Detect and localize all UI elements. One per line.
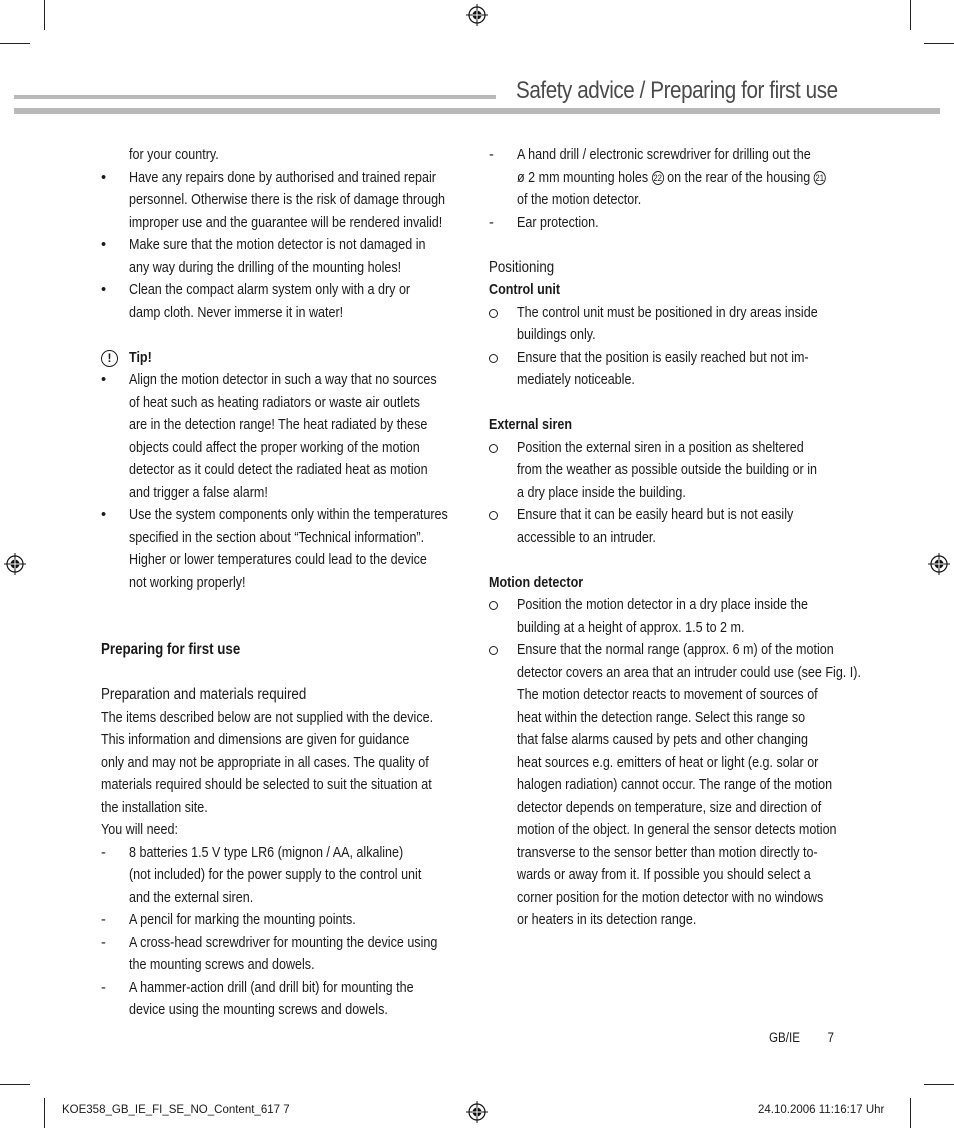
text-line: Ensure that it can be easily heard but is not easily <box>517 507 794 523</box>
text-line: of heat such as heating radiators or waste air outlets <box>129 394 420 411</box>
left-column <box>101 144 469 1022</box>
circle-list <box>489 594 861 932</box>
subsection-title: Preparation and materials required <box>101 686 307 703</box>
bullet-marker: • <box>101 169 107 186</box>
bullet-list <box>101 369 469 594</box>
bullet-marker: • <box>101 507 107 523</box>
paragraph <box>101 707 469 842</box>
text-line: building at a height of approx. 1.5 to 2 m. <box>517 619 745 636</box>
list-item <box>101 932 469 977</box>
text-line: any way during the drilling of the mounting holes! <box>129 259 402 276</box>
list-item <box>101 167 469 235</box>
text-line: are in the detection range! The heat radiated by these <box>129 417 428 433</box>
registration-mark-icon <box>466 4 488 26</box>
circle-bullet-icon <box>489 601 498 610</box>
text-line: or heaters in its detection range. <box>517 912 697 928</box>
registration-mark-icon <box>466 1101 488 1123</box>
text-line: transverse to the sensor better than motion directly to- <box>517 844 818 861</box>
list-item <box>101 842 469 910</box>
section-title: Preparing for first use <box>101 641 241 658</box>
text-line: Position the external siren in a position as sheltered <box>517 439 804 456</box>
text-line: not working properly! <box>129 574 246 591</box>
list-item <box>489 504 857 549</box>
text-line: Ensure that the position is easily reached but not im- <box>517 349 809 366</box>
list-item <box>101 504 469 594</box>
header-rule <box>14 108 940 114</box>
text-line: corner position for the motion detector with no windows <box>517 889 824 906</box>
text-line: A hammer-action drill (and drill bit) for mounting the <box>129 979 414 996</box>
registration-mark-icon <box>4 553 26 575</box>
dash-marker: - <box>101 934 106 951</box>
circle-bullet-icon <box>489 646 498 655</box>
list-item <box>101 977 469 1022</box>
page-title: Safety advice / Preparing for first use <box>516 77 838 104</box>
text-line: heat within the detection range. Select this range so <box>517 709 806 726</box>
text-line: and the external siren. <box>129 889 254 906</box>
text-line: specified in the section about “Technical information”. <box>129 529 425 546</box>
list-item <box>489 437 857 505</box>
list-item: - Ear protection. <box>489 214 599 231</box>
text-line: The motion detector reacts to movement of sources of <box>517 687 818 703</box>
text-line: materials required should be selected to suit the situation at <box>101 777 432 793</box>
right-column <box>489 144 861 932</box>
text-line: the installation site. <box>101 799 208 816</box>
crop-mark <box>910 1098 911 1128</box>
page-number: 7 <box>827 1030 834 1045</box>
group-title: Motion detector <box>489 574 584 591</box>
list-item: - A hand drill / electronic screwdriver for drilling out the ø 2 mm mounting holes 22 on the rear of the housing 21 of the motion detector. <box>489 147 825 208</box>
text-line: accessible to an intruder. <box>517 529 656 546</box>
text-line: You will need: <box>101 822 178 838</box>
text-line: Have any repairs done by authorised and trained repair <box>129 169 436 186</box>
reference-number: 22 <box>653 172 662 183</box>
text-line: objects could affect the proper working of the motion <box>129 439 420 456</box>
circle-list <box>489 437 857 550</box>
text-line: Ensure that the normal range (approx. 6 m) of the motion <box>517 642 834 658</box>
print-slug-timestamp: 24.10.2006 11:16:17 Uhr <box>758 1104 885 1116</box>
text-line: A pencil for marking the mounting points. <box>129 912 356 928</box>
text-line: that false alarms caused by pets and other changing <box>517 732 808 748</box>
text-line: The items described below are not supplied with the device. <box>101 709 434 726</box>
circle-bullet-icon <box>489 444 498 453</box>
list-item <box>101 909 469 932</box>
list-item <box>101 234 469 279</box>
group-title: External siren <box>489 417 573 433</box>
text-line: detector depends on temperature, size and direction of <box>517 799 822 816</box>
text-line: buildings only. <box>517 327 596 343</box>
tip-heading: ! Tip! <box>101 347 469 370</box>
crop-mark <box>924 43 954 44</box>
dash-list <box>101 842 469 1022</box>
text-line: detector covers an area that an intruder could use (see Fig. I). <box>517 664 861 681</box>
circle-bullet-icon <box>489 354 498 363</box>
list-item <box>101 369 469 504</box>
header-rule <box>14 95 496 99</box>
bullet-marker: • <box>101 282 107 298</box>
crop-mark <box>44 1098 45 1128</box>
list-item <box>101 279 469 324</box>
text-line: motion of the object. In general the sensor detects motion <box>517 822 837 838</box>
crop-mark <box>924 1084 954 1085</box>
text-line: mediately noticeable. <box>517 372 635 388</box>
text-line: the mounting screws and dowels. <box>129 957 315 973</box>
group-title: Control unit <box>489 282 561 298</box>
text-line: Align the motion detector in such a way that no sources <box>129 372 437 388</box>
list-item <box>489 347 857 392</box>
list-item <box>489 302 857 347</box>
text-line: from the weather as possible outside the building or in <box>517 462 818 478</box>
text-line: detector as it could detect the radiated heat as motion <box>129 462 428 478</box>
print-slug-file: KOE358_GB_IE_FI_SE_NO_Content_617 7 <box>62 1104 290 1116</box>
subsection-title: Positioning <box>489 258 555 276</box>
text-line: device using the mounting screws and dowels. <box>129 1002 388 1018</box>
text-line: This information and dimensions are given for guidance <box>101 732 410 748</box>
crop-mark <box>0 1084 30 1085</box>
text-line: wards or away from it. If possible you should select a <box>517 867 811 883</box>
crop-mark <box>44 0 45 30</box>
text-line: only and may not be appropriate in all cases. The quality of <box>101 754 429 771</box>
list-item <box>489 594 857 639</box>
text-line: Clean the compact alarm system only with a dry or <box>129 282 411 298</box>
bullet-marker: • <box>101 372 107 388</box>
reference-number: 21 <box>815 172 825 183</box>
region-label: GB/IE <box>769 1030 800 1045</box>
circle-bullet-icon <box>489 309 498 318</box>
text-line: Make sure that the motion detector is not damaged in <box>129 237 426 253</box>
text-line: 8 batteries 1.5 V type LR6 (mignon / AA, alkaline) <box>129 844 404 861</box>
text-line: Use the system components only within the temperatures <box>129 507 448 523</box>
list-item <box>489 639 861 932</box>
circle-list <box>489 302 857 392</box>
crop-mark <box>0 43 30 44</box>
bullet-marker: • <box>101 237 107 253</box>
dash-marker: - <box>101 844 106 861</box>
text-line: damp cloth. Never immerse it in water! <box>129 304 344 321</box>
list-item: for your country. <box>129 147 219 163</box>
dash-marker: - <box>101 912 106 928</box>
text-line: halogen radiation) cannot occur. The range of the motion <box>517 777 833 793</box>
text-line: personnel. Otherwise there is the risk of damage through <box>129 192 446 208</box>
registration-mark-icon <box>928 553 950 575</box>
text-line: Higher or lower temperatures could lead to the device <box>129 552 427 568</box>
text-line: improper use and the guarantee will be rendered invalid! <box>129 214 443 231</box>
text-line: and trigger a false alarm! <box>129 484 268 501</box>
text-line: The control unit must be positioned in dry areas inside <box>517 304 818 321</box>
text-line: A cross-head screwdriver for mounting the device using <box>129 934 438 951</box>
bullet-list <box>101 167 469 325</box>
exclamation-icon: ! <box>101 350 118 367</box>
page-footer <box>769 1030 845 1045</box>
text-line: (not included) for the power supply to the control unit <box>129 867 422 883</box>
text-line: a dry place inside the building. <box>517 484 686 501</box>
crop-mark <box>910 0 911 30</box>
text-line: Position the motion detector in a dry place inside the <box>517 597 808 613</box>
dash-marker: - <box>101 979 106 996</box>
circle-bullet-icon <box>489 511 498 520</box>
text-line: heat sources e.g. emitters of heat or light (e.g. solar or <box>517 754 819 771</box>
